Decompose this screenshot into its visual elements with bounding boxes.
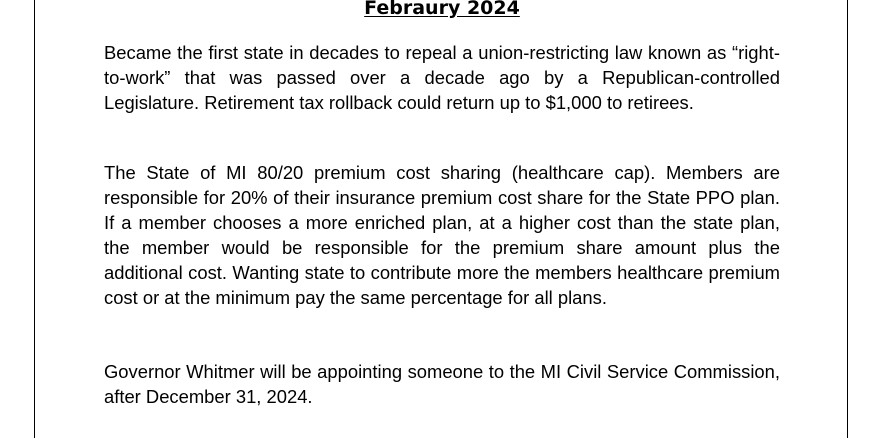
paragraph-civil-service-commission: Governor Whitmer will be appointing someone to the MI Civil Service Commission, after December 31, 2024. [104, 361, 780, 407]
paragraph-right-to-work: Became the first state in decades to repeal a union-restricting law known as “right-to-work” that was passed over a decade ago by a Republican-controlled Legislature. Retirement tax rollback could return up to $1,000 to retirees. [104, 42, 780, 113]
section-heading: Febraury 2024 [364, 0, 520, 19]
paragraph-premium-cost-sharing: The State of MI 80/20 premium cost sharing (healthcare cap). Members are responsible for 20% of their insurance premium cost share for the State PPO plan. If a member chooses a more enriched plan, at a higher cost than the state plan, the member would be responsible for the premium share amount plus the additional cost. Wanting state to contribute more the members healthcare premium cost or at the minimum pay the same percentage for all plans. [104, 162, 780, 308]
